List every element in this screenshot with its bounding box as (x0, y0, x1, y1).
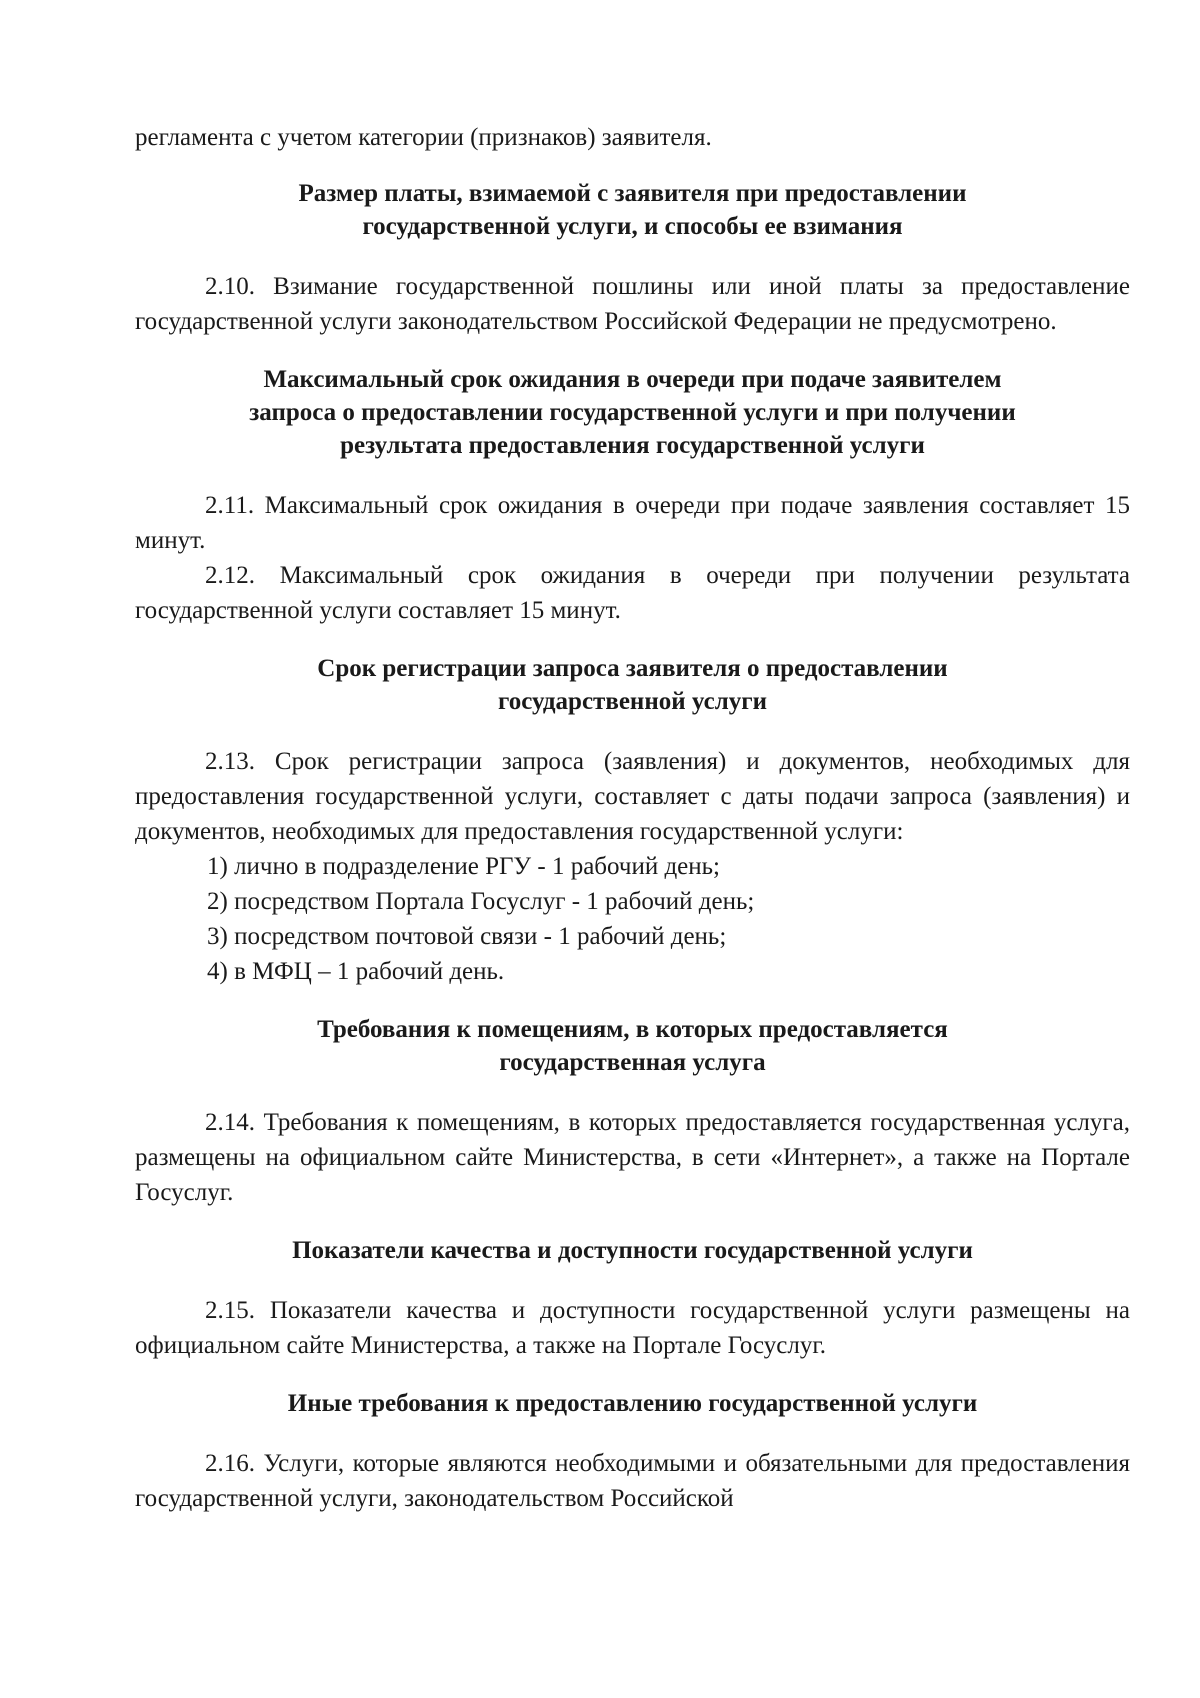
heading-premises-line1: Требования к помещениям, в которых предоставляется (317, 1016, 948, 1043)
document-body (135, 120, 1130, 1516)
paragraph-2-11: 2.11. Максимальный срок ожидания в очереди при подаче заявления составляет 15 минут. (135, 492, 1130, 554)
heading-queue-line3: результата предоставления государственной услуги (340, 432, 925, 459)
paragraph-2-15: 2.15. Показатели качества и доступности государственной услуги размещены на официальном сайте Министерства, а также на Портале Госуслуг. (135, 1297, 1130, 1359)
heading-registration-line2: государственной услуги (497, 688, 768, 715)
list-item: 1) лично в подразделение РГУ - 1 рабочий день; (207, 853, 721, 880)
heading-premises (135, 1013, 1130, 1079)
heading-quality: Показатели качества и доступности государственной услуги (292, 1237, 973, 1264)
heading-other: Иные требования к предоставлению государственной услуги (287, 1390, 978, 1417)
heading-fee-line2: государственной услуги, и способы ее взимания (362, 213, 903, 240)
paragraph-2-13: 2.13. Срок регистрации запроса (заявления) и документов, необходимых для предоставления государственной услуги, составляет с даты подачи запроса (заявления) и документов, необходимых для предоставления государственной услуги: (135, 748, 1130, 845)
list-item: 2) посредством Портала Госуслуг - 1 рабочий день; (207, 888, 755, 915)
list-item: 3) посредством почтовой связи - 1 рабочий день; (207, 923, 727, 950)
list-item: 4) в МФЦ – 1 рабочий день. (207, 958, 505, 985)
heading-registration-line1: Срок регистрации запроса заявителя о предоставлении (317, 655, 948, 682)
paragraph-2-10: 2.10. Взимание государственной пошлины или иной платы за предоставление государственной услуги законодательством Российской Федерации не предусмотрено. (135, 273, 1130, 335)
heading-queue (135, 363, 1130, 462)
intro-line: регламента с учетом категории (признаков) заявителя. (135, 124, 712, 151)
paragraph-2-14: 2.14. Требования к помещениям, в которых предоставляется государственная услуга, размещены на официальном сайте Министерства, в сети «Интернет», а также на Портале Госуслуг. (135, 1109, 1130, 1206)
heading-fee (135, 177, 1130, 243)
paragraph-2-16: 2.16. Услуги, которые являются необходимыми и обязательными для предоставления государственной услуги, законодательством Российской (135, 1450, 1130, 1512)
heading-premises-line2: государственная услуга (499, 1049, 766, 1076)
heading-registration (135, 652, 1130, 718)
paragraph-2-12: 2.12. Максимальный срок ожидания в очереди при получении результата государственной услуги составляет 15 минут. (135, 562, 1130, 624)
heading-fee-line1: Размер платы, взимаемой с заявителя при предоставлении (298, 180, 967, 207)
heading-queue-line1: Максимальный срок ожидания в очереди при подаче заявителем (263, 366, 1002, 393)
heading-queue-line2: запроса о предоставлении государственной услуги и при получении (249, 399, 1016, 426)
